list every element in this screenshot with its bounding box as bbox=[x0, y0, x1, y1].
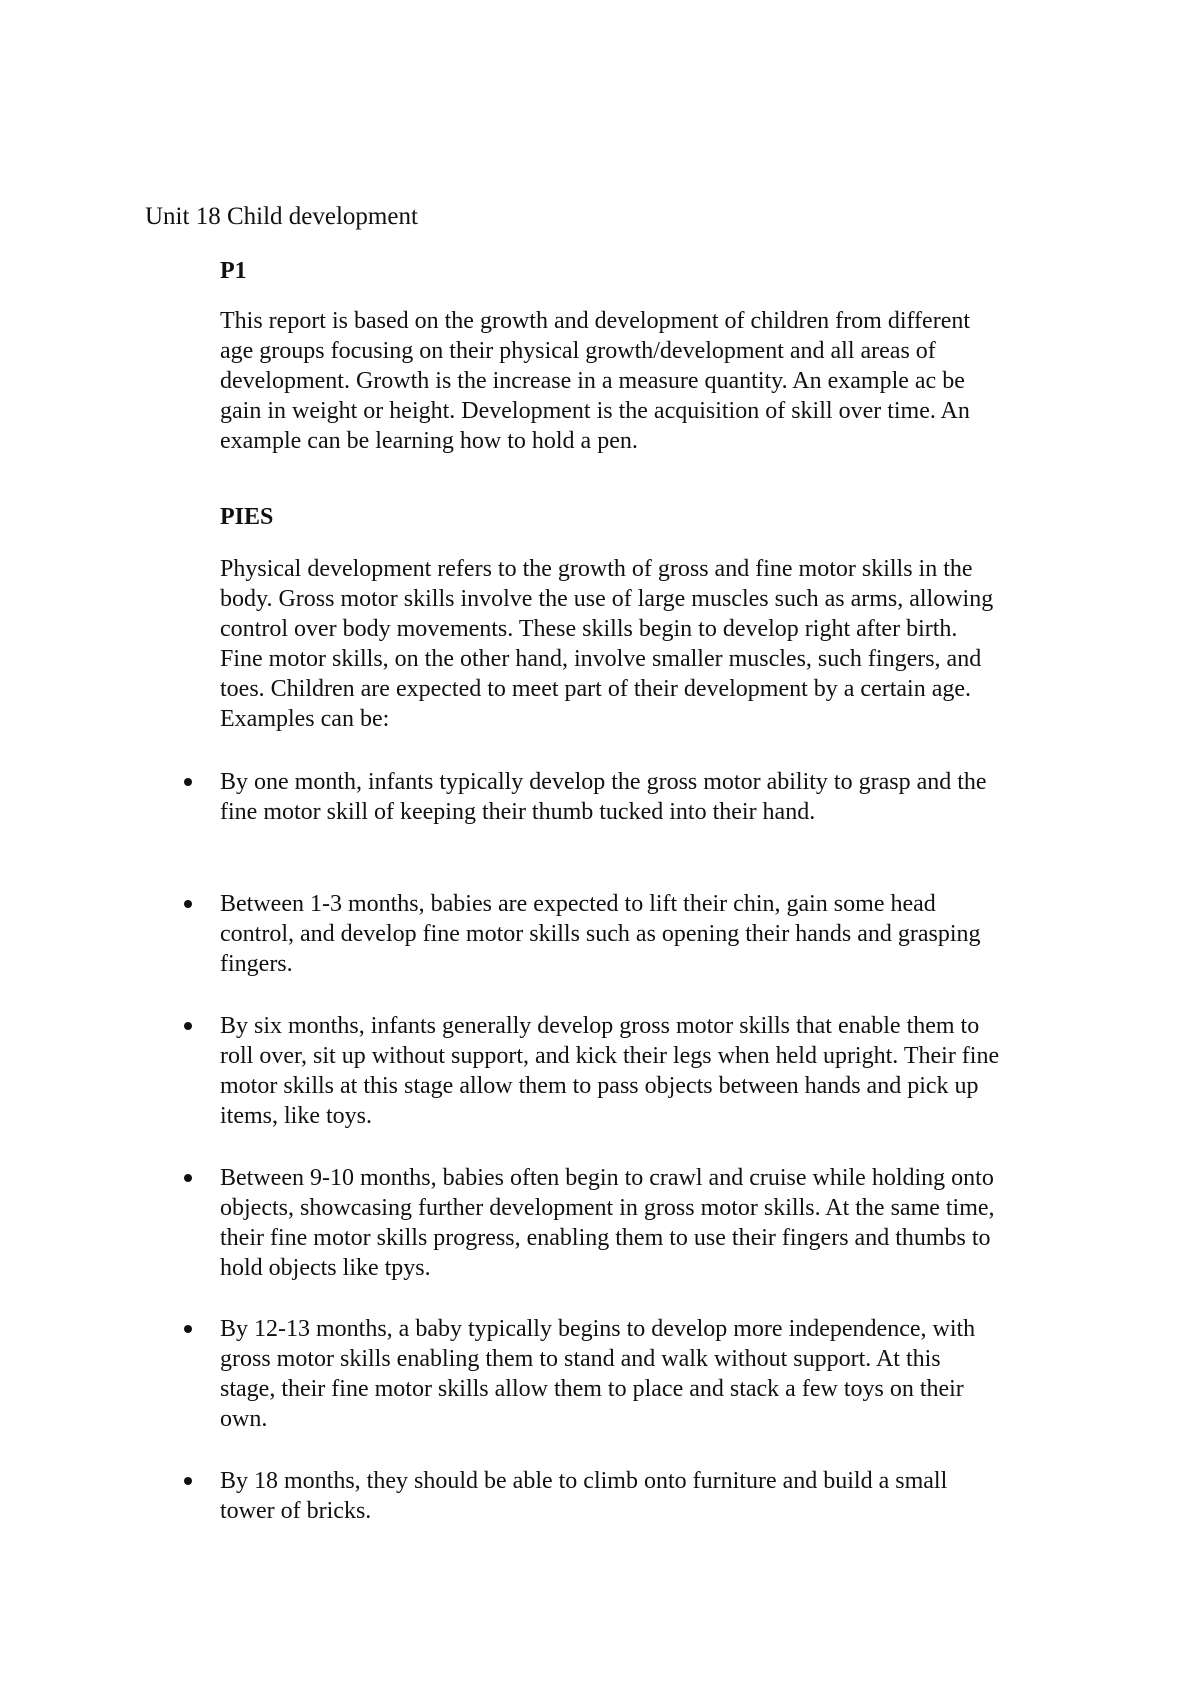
bullet-icon bbox=[184, 1174, 192, 1182]
document-title: Unit 18 Child development bbox=[145, 203, 418, 230]
bullet-icon bbox=[184, 1022, 192, 1030]
intro-paragraph: This report is based on the growth and development of children from different age groups focusing on their physical growth/development and all areas of development. Growth is the increase in a measure quantity. An example ac be gain in weight or height. Development is the acquisition of skill over time. An example can be learning how to hold a pen. bbox=[220, 308, 971, 454]
list-item bbox=[220, 1466, 1000, 1526]
list-item-text: By 18 months, they should be able to climb onto furniture and build a small tower of bricks. bbox=[220, 1468, 948, 1524]
section-heading-p1: P1 bbox=[220, 258, 247, 284]
bullet-icon bbox=[184, 900, 192, 908]
physical-development-paragraph: Physical development refers to the growth of gross and fine motor skills in the body. Gross motor skills involve the use of large muscles such as arms, allowing control over body movements. These skills begin to develop right after birth. Fine motor skills, on the other hand, involve smaller muscles, such fingers, and toes. Children are expected to meet part of their development by a certain age. Examples can be: bbox=[220, 556, 994, 732]
list-item bbox=[220, 1011, 1000, 1131]
list-item-text: By six months, infants generally develop gross motor skills that enable them to roll over, sit up without support, and kick their legs when held upright. Their fine motor skills at this stage allow them to pass objects between hands and pick up items, like toys. bbox=[220, 1013, 1000, 1129]
list-item-text: By one month, infants typically develop the gross motor ability to grasp and the fine motor skill of keeping their thumb tucked into their hand. bbox=[220, 769, 987, 825]
list-item bbox=[220, 767, 1000, 827]
list-item-text: Between 9-10 months, babies often begin to crawl and cruise while holding onto objects, showcasing further development in gross motor skills. At the same time, their fine motor skills progress, enabling them to use their fingers and thumbs to hold objects like tpys. bbox=[220, 1165, 995, 1281]
section-heading-pies: PIES bbox=[220, 504, 274, 530]
bullet-icon bbox=[184, 1477, 192, 1485]
list-item-text: Between 1-3 months, babies are expected to lift their chin, gain some head control, and develop fine motor skills such as opening their hands and grasping fingers. bbox=[220, 891, 981, 977]
list-item-text: By 12-13 months, a baby typically begins to develop more independence, with gross motor skills enabling them to stand and walk without support. At this stage, their fine motor skills allow them to place and stack a few toys on their own. bbox=[220, 1316, 976, 1432]
bullet-icon bbox=[184, 778, 192, 786]
list-item bbox=[220, 1314, 1000, 1434]
list-item bbox=[220, 1163, 1000, 1283]
bullet-icon bbox=[184, 1325, 192, 1333]
list-item bbox=[220, 889, 1000, 979]
